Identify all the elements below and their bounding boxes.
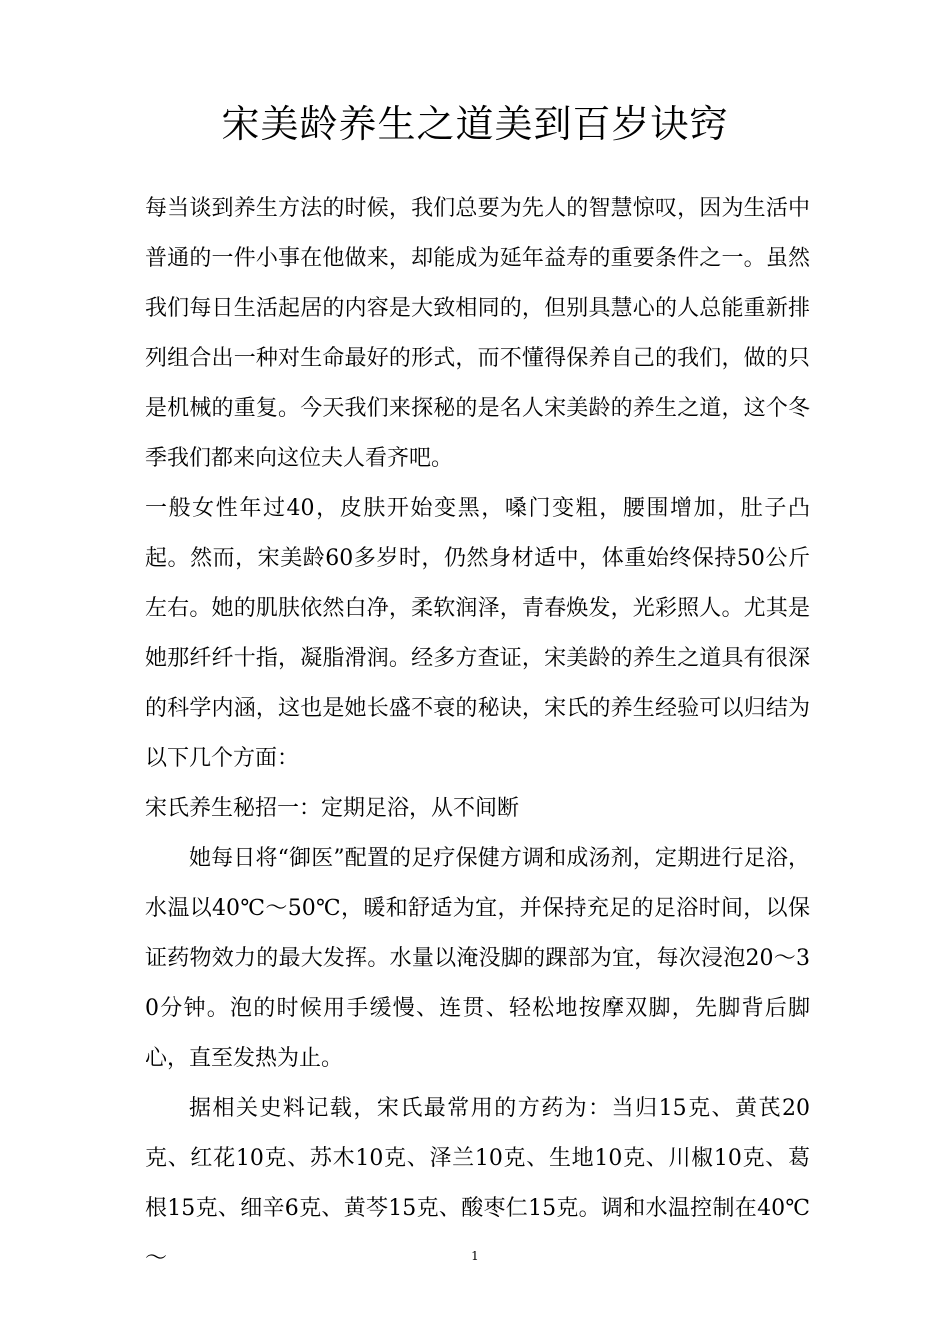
document-title: 宋美龄养生之道美到百岁诀窍 xyxy=(221,102,729,146)
document-body xyxy=(145,184,810,1284)
paragraph-background: 一般女性年过40，皮肤开始变黑，嗓门变粗，腰围增加，肚子凸起。然而，宋美龄60多岁时，仍然身材适中，体重始终保持50公斤左右。她的肌肤依然白净，柔软润泽，青春焕发，光彩照人。尤其是她那纤纤十指，凝脂滑润。经多方查证，宋美龄的养生之道具有很深的科学内涵，这也是她长盛不衰的秘诀，宋氏的养生经验可以归结为以下几个方面： xyxy=(145,496,810,771)
page-number: 1 xyxy=(471,1249,479,1263)
paragraph-intro: 每当谈到养生方法的时候，我们总要为先人的智慧惊叹，因为生活中普通的一件小事在他做来，却能成为延年益寿的重要条件之一。虽然我们每日生活起居的内容是大致相同的，但别具慧心的人总能重新排列组合出一种对生命最好的形式，而不懂得保养自己的我们，做的只是机械的重复。今天我们来探秘的是名人宋美龄的养生之道，这个冬季我们都来向这位夫人看齐吧。 xyxy=(145,196,810,471)
section-heading-tip-one: 宋氏养生秘招一：定期足浴，从不间断 xyxy=(145,796,520,821)
paragraph-prescription: 据相关史料记载，宋氏最常用的方药为：当归15克、黄芪20克、红花10克、苏木10克、泽兰10克、生地10克、川椒10克、葛根15克、细辛6克、黄芩15克、酸枣仁15克。调和水温控制在40℃～ xyxy=(145,1096,810,1271)
paragraph-foot-bath: 她每日将“御医”配置的足疗保健方调和成汤剂，定期进行足浴，水温以40℃～50℃，暖和舒适为宜，并保持充足的足浴时间，以保证药物效力的最大发挥。水量以淹没脚的踝部为宜，每次浸泡20～30分钟。泡的时候用手缓慢、连贯、轻松地按摩双脚，先脚背后脚心，直至发热为止。 xyxy=(145,846,810,1071)
